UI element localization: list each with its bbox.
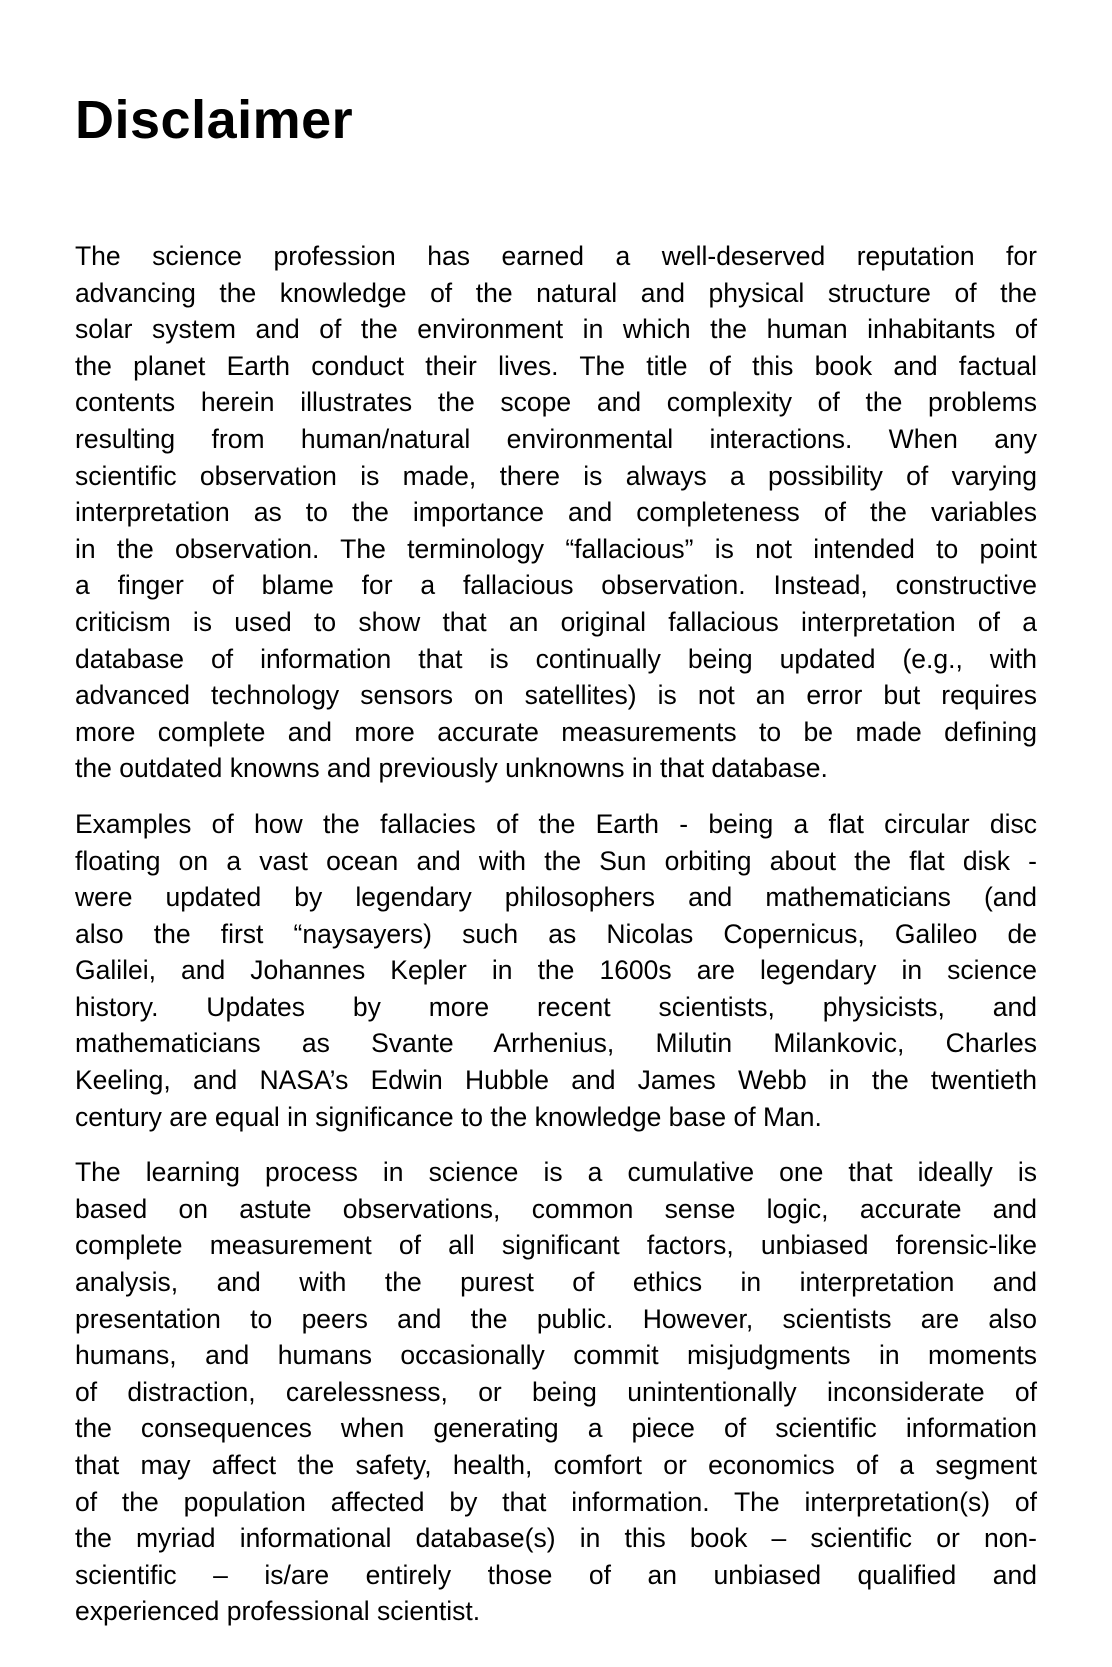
text-line: presentation to peers and the public. However, scientists are also (75, 1303, 1037, 1334)
text-line: humans, and humans occasionally commit misjudgments in moments (75, 1340, 1037, 1371)
text-line: history. Updates by more recent scientists, physicists, and (75, 991, 1037, 1022)
text-line: that may affect the safety, health, comfort or economics of a segment (75, 1450, 1037, 1480)
paragraph (75, 238, 1037, 787)
text-line: scientific observation is made, there is always a possibility of varying (75, 460, 1037, 491)
text-line: solar system and of the environment in which the human inhabitants of (75, 314, 1037, 345)
text-line: century are equal in significance to the knowledge base of Man. (75, 1101, 822, 1132)
text-line: based on astute observations, common sense logic, accurate and (75, 1193, 1037, 1224)
text-line: in the observation. The terminology “fallacious” is not intended to point (75, 533, 1037, 564)
text-line: the myriad informational database(s) in this book – scientific or non- (75, 1523, 1037, 1554)
text-line: advanced technology sensors on satellites) is not an error but requires (75, 680, 1037, 711)
text-line: scientific – is/are entirely those of an unbiased qualified and (75, 1559, 1037, 1590)
text-line: contents herein illustrates the scope and complexity of the problems (75, 387, 1037, 418)
text-line: interpretation as to the importance and completeness of the variables (75, 497, 1037, 528)
text-line: advancing the knowledge of the natural and physical structure of the (75, 277, 1037, 308)
text-line: of distraction, carelessness, or being unintentionally inconsiderate of (75, 1376, 1037, 1407)
text-line: criticism is used to show that an original fallacious interpretation of a (75, 606, 1037, 637)
text-line: a finger of blame for a fallacious observation. Instead, constructive (75, 570, 1037, 601)
text-line: mathematicians as Svante Arrhenius, Milutin Milankovic, Charles (75, 1028, 1037, 1059)
text-line: database of information that is continually being updated (e.g., with (75, 643, 1037, 674)
text-line: the consequences when generating a piece of scientific information (75, 1413, 1037, 1444)
text-line: were updated by legendary philosophers and mathematicians (and (75, 882, 1037, 913)
page-title: Disclaimer (75, 90, 354, 150)
text-line: the outdated knowns and previously unknowns in that database. (75, 753, 828, 784)
text-line: The learning process in science is a cumulative one that ideally is (75, 1157, 1037, 1188)
text-line: experienced professional scientist. (75, 1596, 481, 1627)
text-line: of the population affected by that information. The interpretation(s) of (75, 1486, 1037, 1517)
text-line: Galilei, and Johannes Kepler in the 1600s are legendary in science (75, 955, 1037, 986)
text-line: complete measurement of all significant factors, unbiased forensic-like (75, 1230, 1037, 1261)
text-line: analysis, and with the purest of ethics in interpretation and (75, 1267, 1037, 1298)
document-body (75, 238, 1037, 1630)
text-line: The science profession has earned a well-deserved reputation for (75, 241, 1037, 271)
paragraph (75, 806, 1037, 1135)
text-line: the planet Earth conduct their lives. The title of this book and factual (75, 350, 1037, 381)
text-line: Examples of how the fallacies of the Earth - being a flat circular disc (75, 808, 1037, 839)
text-line: resulting from human/natural environmental interactions. When any (75, 423, 1037, 454)
text-line: Keeling, and NASA’s Edwin Hubble and James Webb in the twentieth (75, 1065, 1037, 1096)
text-line: more complete and more accurate measurements to be made defining (75, 716, 1037, 747)
text-line: also the first “naysayers) such as Nicolas Copernicus, Galileo de (75, 918, 1037, 949)
text-line: floating on a vast ocean and with the Sun orbiting about the flat disk - (75, 845, 1037, 876)
paragraph (75, 1154, 1037, 1630)
